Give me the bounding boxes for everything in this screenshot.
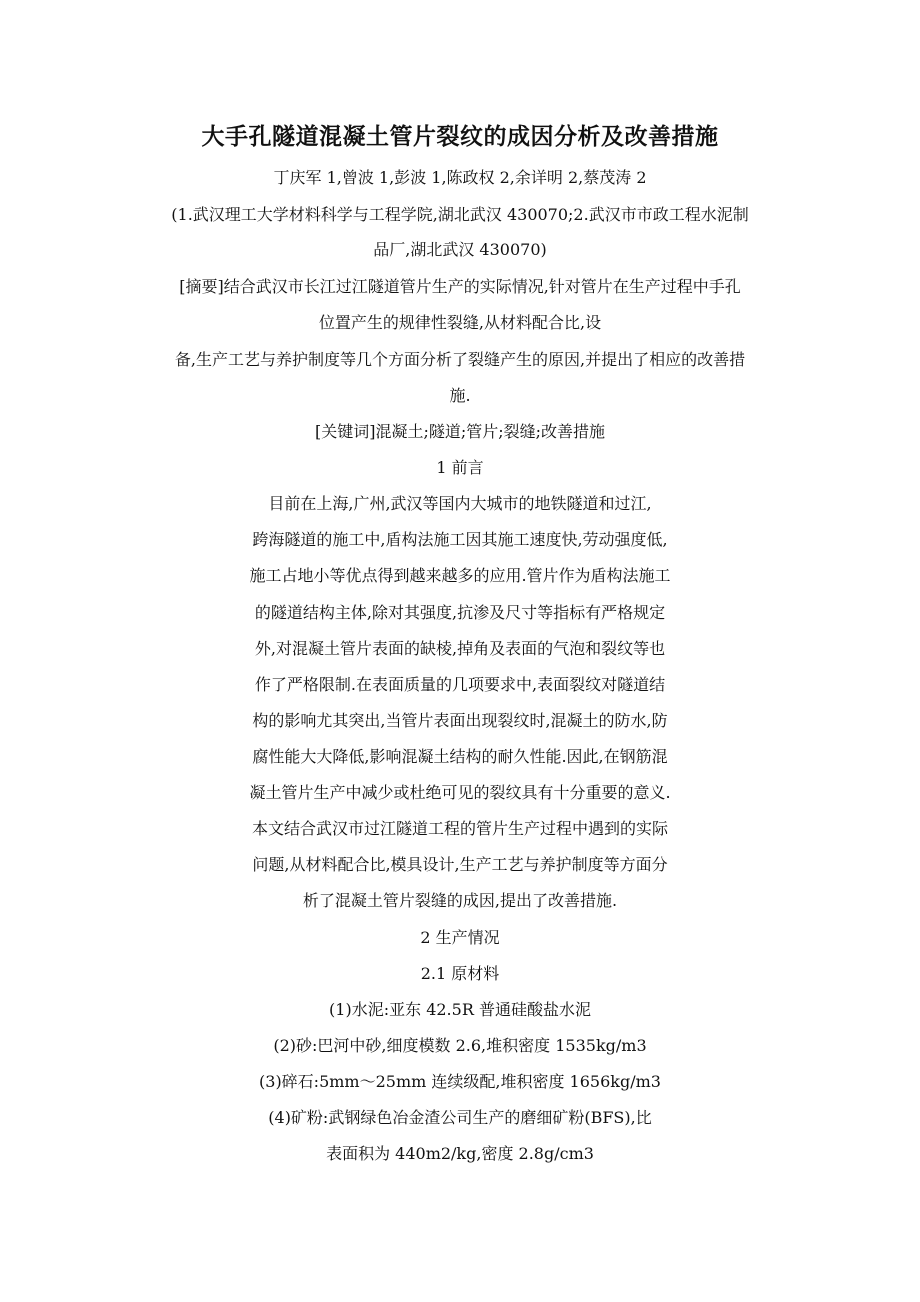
- abstract-line: 备,生产工艺与养护制度等几个方面分析了裂缝产生的原因,并提出了相应的改善措: [174, 350, 746, 369]
- section-heading: 1 前言: [436, 458, 484, 477]
- body-line: 本文结合武汉市过江隧道工程的管片生产过程中遇到的实际: [251, 819, 668, 838]
- keywords-line: [关键词]混凝土;隧道;管片;裂缝;改善措施: [314, 422, 606, 441]
- body-line: 的隧道结构主体,除对其强度,抗渗及尺寸等指标有严格规定: [254, 603, 666, 622]
- body-line: 外,对混凝土管片表面的缺棱,掉角及表面的气泡和裂纹等也: [254, 639, 666, 658]
- affiliation-line: 品厂,湖北武汉 430070): [373, 240, 547, 259]
- material-item: (4)矿粉:武钢绿色冶金渣公司生产的磨细矿粉(BFS),比: [268, 1108, 652, 1127]
- paper-title: 大手孔隧道混凝土管片裂纹的成因分析及改善措施: [201, 123, 719, 150]
- body-line: 施工占地小等优点得到越来越多的应用.管片作为盾构法施工: [249, 566, 671, 585]
- body-line: 凝土管片生产中减少或杜绝可见的裂纹具有十分重要的意义.: [249, 783, 671, 802]
- abstract-line: 位置产生的规律性裂缝,从材料配合比,设: [318, 313, 602, 332]
- body-line: 作了严格限制.在表面质量的几项要求中,表面裂纹对隧道结: [254, 675, 666, 694]
- body-line: 构的影响尤其突出,当管片表面出现裂纹时,混凝土的防水,防: [252, 711, 668, 730]
- material-item: (1)水泥:亚东 42.5R 普通硅酸盐水泥: [329, 1000, 591, 1019]
- material-item: 表面积为 440m2/kg,密度 2.8g/cm3: [326, 1144, 594, 1163]
- body-line: 析了混凝土管片裂缝的成因,提出了改善措施.: [302, 891, 618, 910]
- body-line: 问题,从材料配合比,模具设计,生产工艺与养护制度等方面分: [252, 855, 668, 874]
- abstract-line: 施.: [449, 386, 471, 405]
- author-list: 丁庆军 1,曾波 1,彭波 1,陈政权 2,余详明 2,蔡茂涛 2: [273, 168, 647, 187]
- material-item: (3)碎石:5mm～25mm 连续级配,堆积密度 1656kg/m3: [259, 1072, 661, 1091]
- material-item: (2)砂:巴河中砂,细度模数 2.6,堆积密度 1535kg/m3: [273, 1036, 647, 1055]
- subsection-heading: 2.1 原材料: [420, 964, 500, 983]
- body-line: 腐性能大大降低,影响混凝土结构的耐久性能.因此,在钢筋混: [252, 747, 668, 766]
- section-heading: 2 生产情况: [420, 928, 500, 947]
- body-line: 跨海隧道的施工中,盾构法施工因其施工速度快,劳动强度低,: [252, 530, 668, 549]
- abstract-line: [摘要]结合武汉市长江过江隧道管片生产的实际情况,针对管片在生产过程中手孔: [179, 277, 741, 296]
- affiliation-line: (1.武汉理工大学材料科学与工程学院,湖北武汉 430070;2.武汉市市政工程水泥制: [171, 205, 749, 224]
- body-line: 目前在上海,广州,武汉等国内大城市的地铁隧道和过江,: [268, 494, 652, 513]
